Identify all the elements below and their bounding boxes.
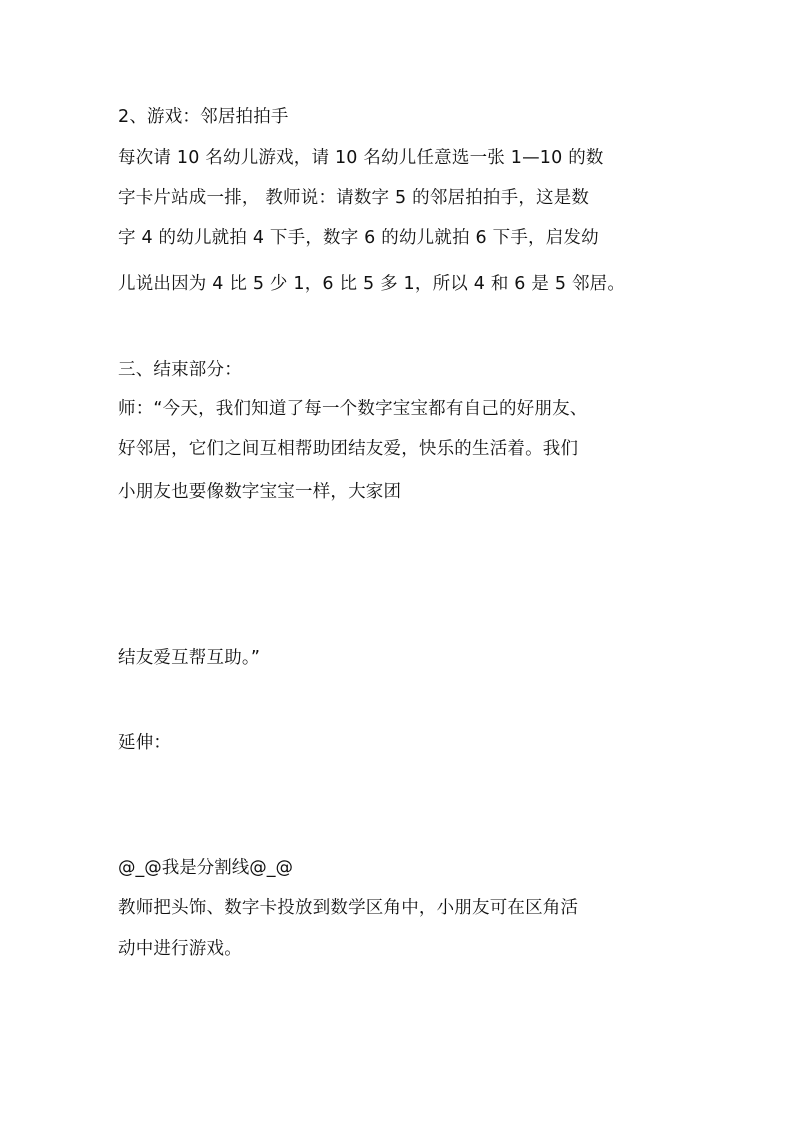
ending-paragraph-line: 师：“今天，我们知道了每一个数字宝宝都有自己的好朋友、 <box>118 399 588 419</box>
ending-paragraph-line: 结友爱互帮互助。” <box>118 648 261 668</box>
game-paragraph-line: 每次请 10 名幼儿游戏，请 10 名幼儿任意选一张 1—10 的数 <box>118 148 604 168</box>
game-paragraph-line: 字卡片站成一排， 教师说：请数字 5 的邻居拍拍手，这是数 <box>118 188 590 208</box>
game-paragraph-line: 字 4 的幼儿就拍 4 下手，数字 6 的幼儿就拍 6 下手，启发幼 <box>118 228 599 248</box>
extension-paragraph-line: 动中进行游戏。 <box>118 939 242 959</box>
ending-paragraph-line: 好邻居，它们之间互相帮助团结友爱，快乐的生活着。我们 <box>118 439 579 459</box>
game-paragraph-line: 儿说出因为 4 比 5 少 1，6 比 5 多 1，所以 4 和 6 是 5 邻居。 <box>118 274 626 294</box>
extension-heading: 延伸： <box>118 733 172 753</box>
divider-text: @_@我是分割线@_@ <box>118 858 293 878</box>
ending-heading: 三、结束部分： <box>118 360 242 380</box>
extension-paragraph-line: 教师把头饰、数字卡投放到数学区角中，小朋友可在区角活 <box>118 898 579 918</box>
game-heading: 2、游戏：邻居拍拍手 <box>118 107 289 127</box>
ending-paragraph-line: 小朋友也要像数字宝宝一样，大家团 <box>118 482 402 502</box>
